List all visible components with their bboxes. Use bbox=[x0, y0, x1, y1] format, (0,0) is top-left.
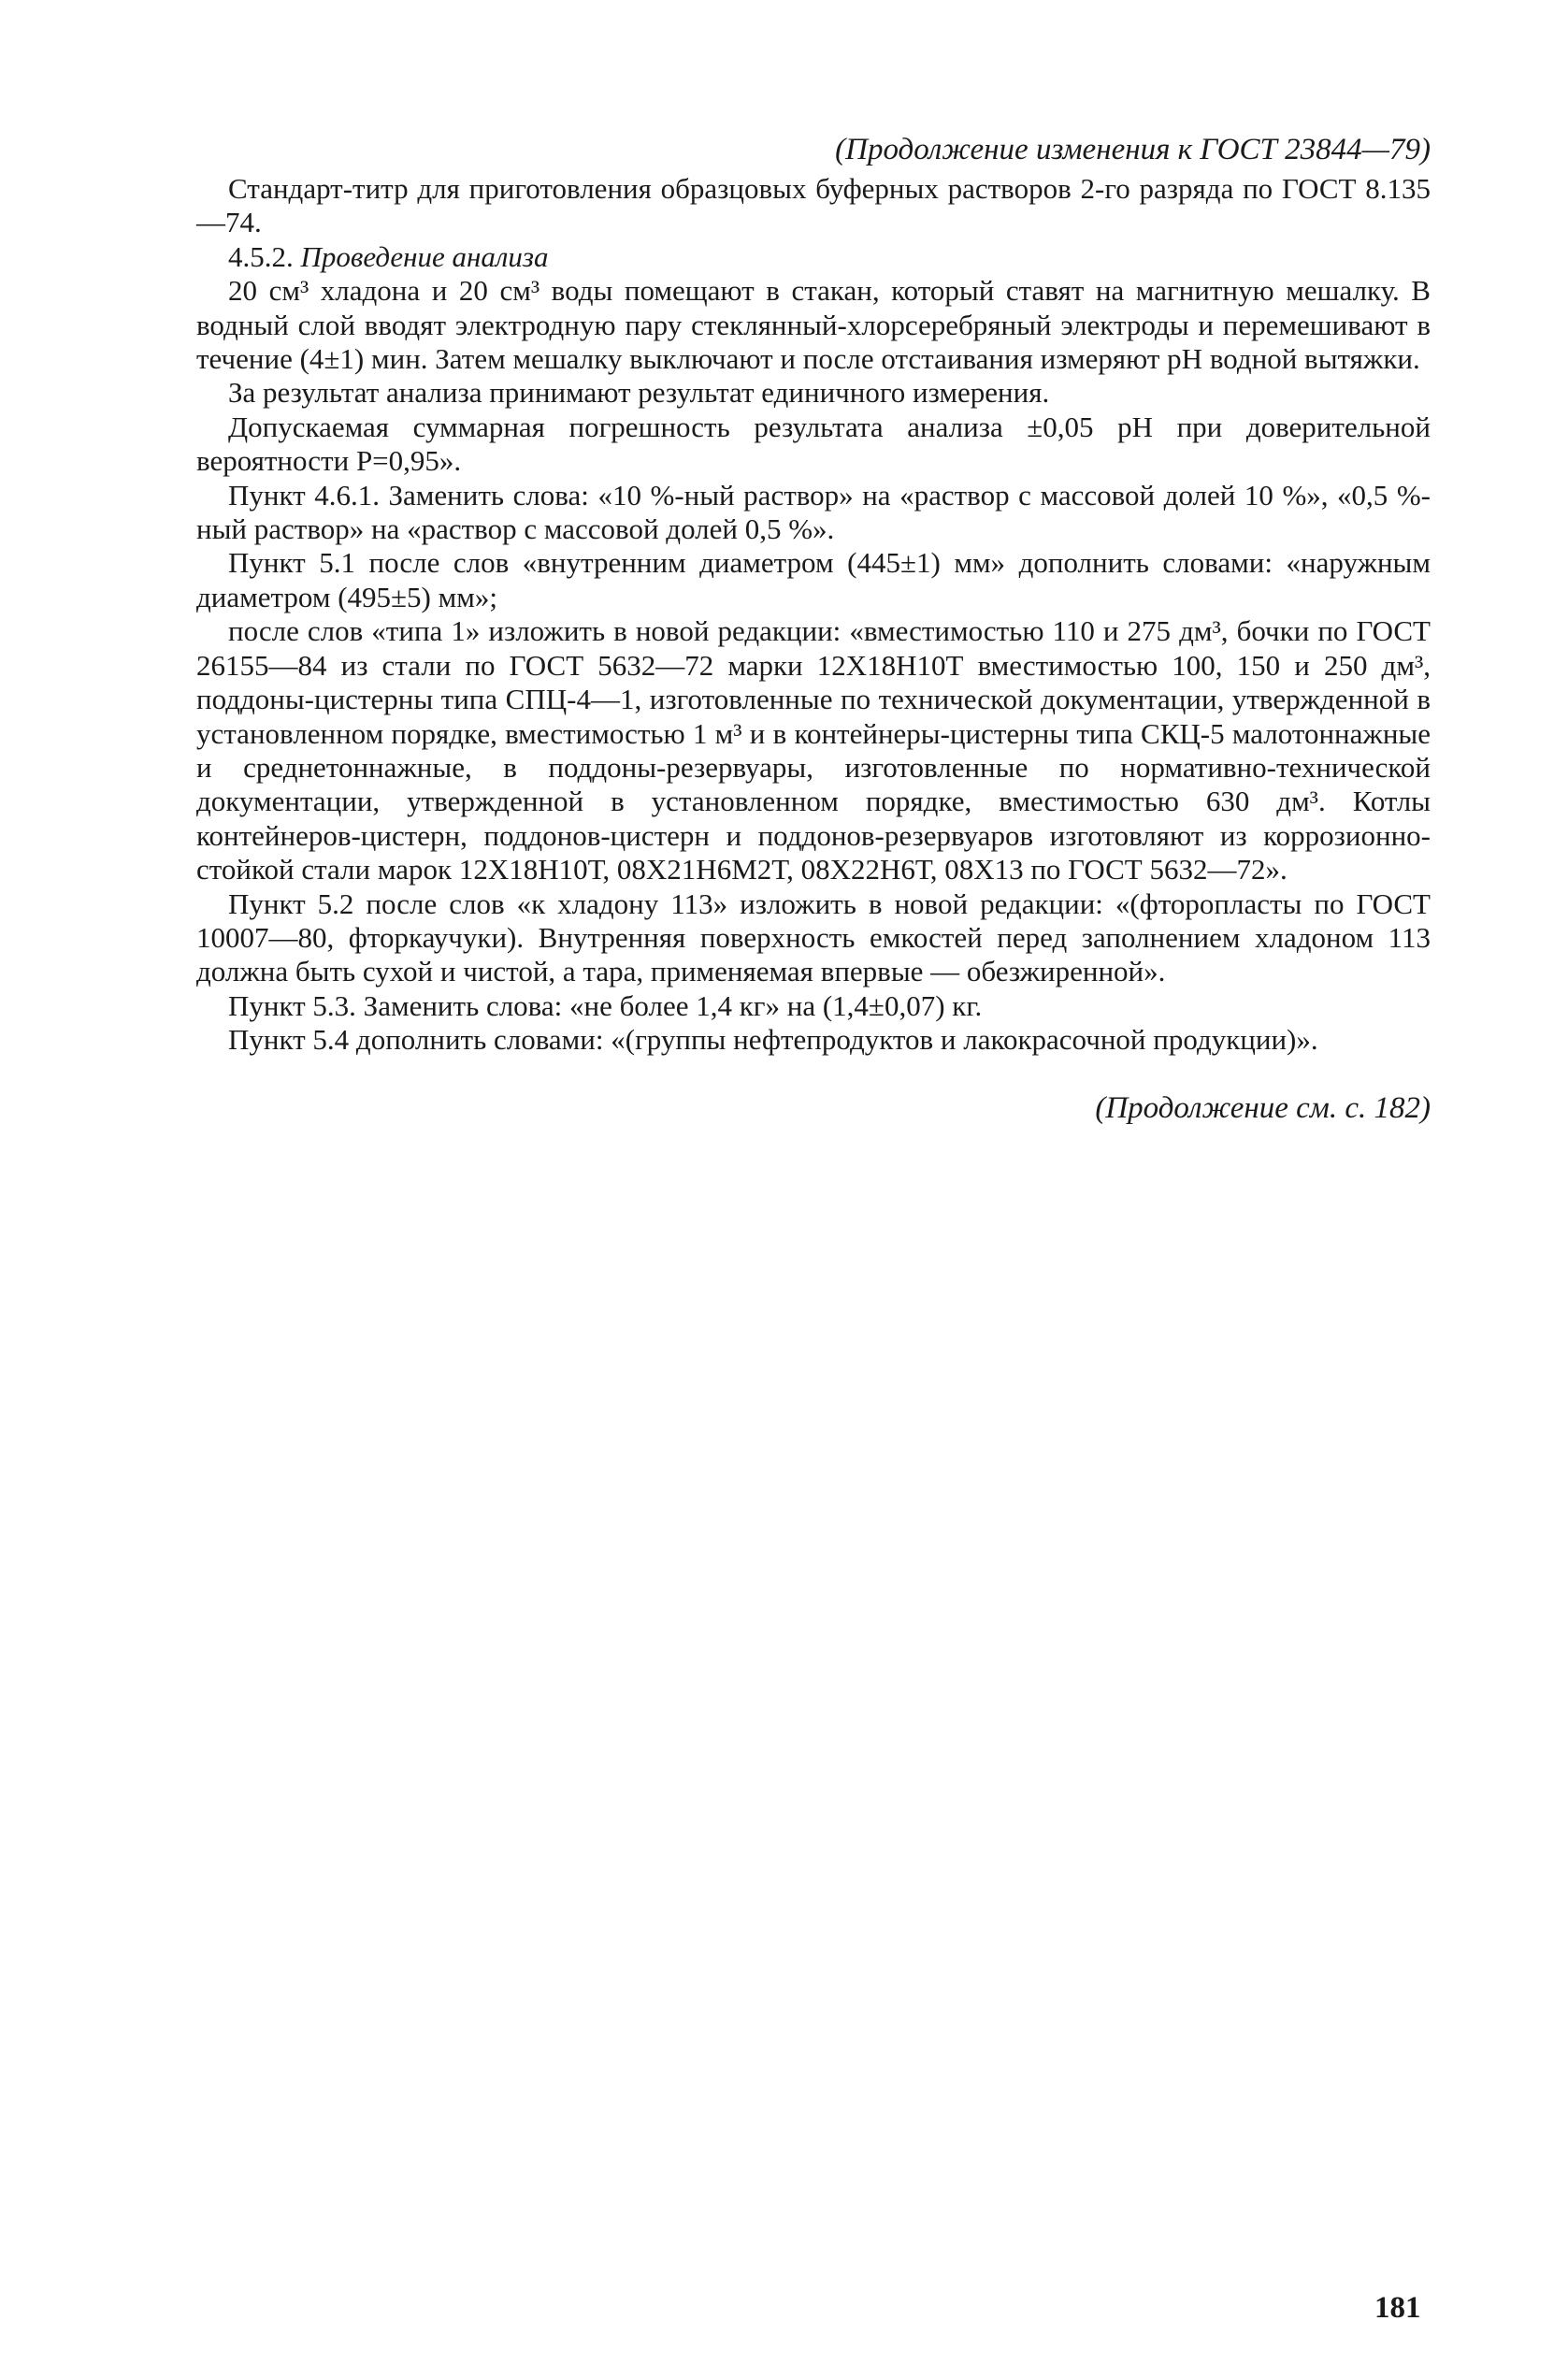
document-header: (Продолжение изменения к ГОСТ 23844—79) bbox=[835, 133, 1431, 166]
paragraph-item-5-1: Пункт 5.1 после слов «внутренним диаметром (445±1) мм» дополнить словами: «наружным диаметром (495±5) мм»; bbox=[196, 546, 1431, 613]
paragraph-procedure: 20 см³ хладона и 20 см³ воды помещают в стакан, который ставят на магнитную мешалку. В водный слой вводят электродную пару стеклянный-хлорсеребряный электроды и перемешивают в течение (4±1) мин. Затем мешалку выключают и после отстаивания измеряют pH водной вытяжки. bbox=[196, 274, 1431, 376]
section-heading bbox=[196, 240, 1431, 274]
paragraph-error: Допускаемая суммарная погрешность результата анализа ±0,05 pH при доверительной вероятности P=0,95». bbox=[196, 410, 1431, 478]
section-number: 4.5.2. bbox=[228, 239, 294, 273]
document-page bbox=[196, 131, 1431, 1127]
continuation-note: (Продолжение см. с. 182) bbox=[1095, 1090, 1431, 1125]
page-number: 181 bbox=[1374, 2291, 1421, 2325]
paragraph-item-5-2: Пункт 5.2 после слов «к хладону 113» изложить в новой редакции: «(фторопласты по ГОСТ 10007—80, фторкаучуки). Внутренняя поверхность емкостей перед заполнением хладоном 113 должна быть сухой и чистой, а тара, применяемая впервые — обезжиренной». bbox=[196, 886, 1431, 988]
paragraph-standard-titr: Стандарт-титр для приготовления образцовых буферных растворов 2-го разряда по ГОСТ 8.135—74. bbox=[196, 172, 1431, 239]
paragraph-result: За результат анализа принимают результат единичного измерения. bbox=[228, 376, 1050, 410]
paragraph-item-4-6-1: Пункт 4.6.1. Заменить слова: «10 %-ный раствор» на «раствор с массовой долей 10 %», «0,5 %-ный раствор» на «раствор с массовой долей 0,5 %». bbox=[196, 478, 1431, 546]
paragraph-item-5-3: Пункт 5.3. Заменить слова: «не более 1,4 кг» на (1,4±0,07) кг. bbox=[228, 988, 983, 1022]
paragraph-item-5-4: Пункт 5.4 дополнить словами: «(группы нефтепродуктов и лакокрасочной продукции)». bbox=[228, 1023, 1318, 1057]
section-title: Проведение анализа bbox=[300, 239, 549, 273]
paragraph-item-5-1-continued: после слов «типа 1» изложить в новой редакции: «вместимостью 110 и 275 дм³, бочки по ГОСТ 26155—84 из стали по ГОСТ 5632—72 марки 12Х18Н10Т вместимостью 100, 150 и 250 дм³, поддоны-цистерны типа СПЦ-4—1, изготовленные по технической документации, утвержденной в установленном порядке, вместимостью 1 м³ и в контейнеры-цистерны типа СКЦ-5 малотоннажные и среднетоннажные, в поддоны-резервуары, изготовленные по нормативно-технической документации, утвержденной в установленном порядке, вместимостью 630 дм³. Котлы контейнеров-цистерн, поддонов-цистерн и поддонов-резервуаров изготовляют из коррозионно-стойкой стали марок 12Х18Н10Т, 08Х21Н6М2Т, 08Х22Н6Т, 08Х13 по ГОСТ 5632—72». bbox=[196, 614, 1431, 886]
